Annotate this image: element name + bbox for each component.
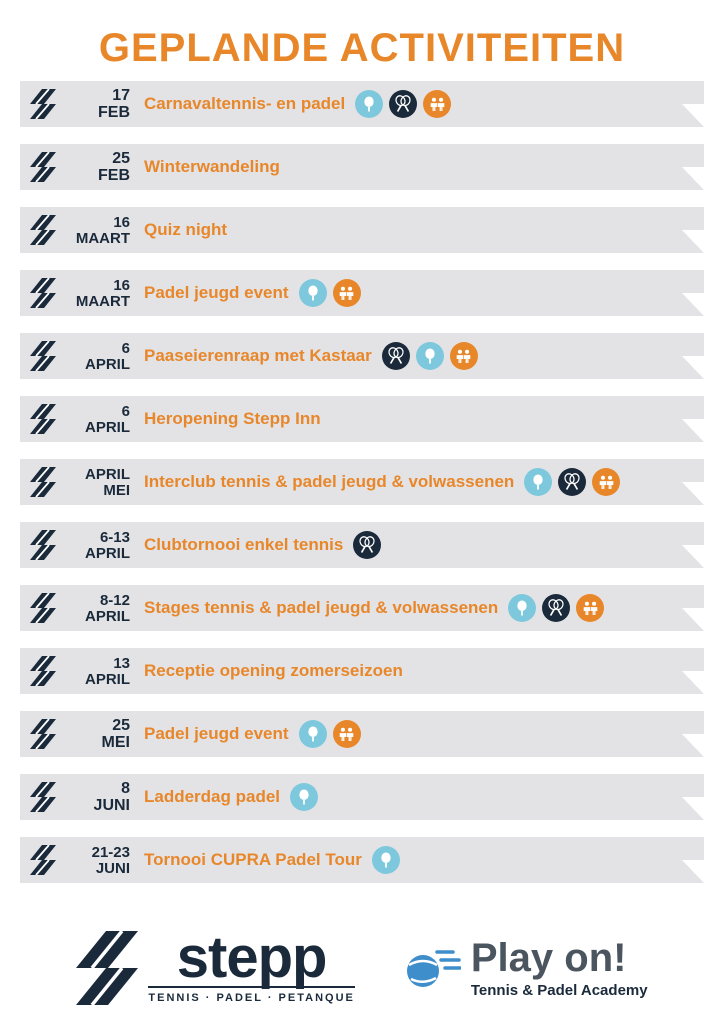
event-row bbox=[20, 333, 702, 379]
padel-racket-icon bbox=[524, 468, 552, 496]
event-icons bbox=[382, 342, 478, 370]
event-date-day: 8 bbox=[121, 779, 130, 797]
youth-icon bbox=[423, 90, 451, 118]
event-date bbox=[58, 845, 130, 876]
event-row bbox=[20, 144, 702, 190]
event-label: Heropening Stepp Inn bbox=[144, 409, 321, 428]
event-label: Winterwandeling bbox=[144, 157, 280, 176]
stepp-slash-icon bbox=[30, 89, 56, 119]
event-date-month: FEB bbox=[98, 103, 130, 121]
event-row-content bbox=[20, 270, 702, 316]
event-row-content bbox=[20, 585, 702, 631]
events-list bbox=[0, 81, 724, 883]
event-icons bbox=[372, 846, 400, 874]
event-date-day: 16 bbox=[113, 213, 130, 231]
event-label: Interclub tennis & padel jeugd & volwassenen bbox=[144, 472, 515, 491]
playon-name: Play on! bbox=[470, 935, 627, 980]
playon-logo bbox=[403, 935, 648, 999]
event-date-day: 6 bbox=[121, 402, 130, 420]
event-date bbox=[58, 151, 130, 184]
event-date bbox=[58, 88, 130, 121]
page-title: GEPLANDE ACTIVITEITEN bbox=[98, 26, 626, 70]
event-row-content bbox=[20, 333, 702, 379]
event-date-month: FEB bbox=[98, 166, 130, 184]
event-row bbox=[20, 81, 702, 127]
event-date-day: 8-12 bbox=[99, 591, 130, 609]
tennis-racket-icon bbox=[558, 468, 586, 496]
playon-wordmark bbox=[470, 935, 648, 999]
event-date-day: 17 bbox=[112, 86, 130, 104]
event-date bbox=[58, 530, 130, 561]
event-date-month: MEI bbox=[103, 481, 130, 499]
event-icons bbox=[353, 531, 381, 559]
event-row-content bbox=[20, 774, 702, 820]
stepp-slash-icon bbox=[30, 656, 56, 686]
tennis-racket-icon bbox=[353, 531, 381, 559]
event-date bbox=[58, 718, 130, 751]
stepp-slash-icon bbox=[30, 467, 56, 497]
playon-ball-icon bbox=[403, 943, 461, 993]
event-row-content bbox=[20, 81, 702, 127]
stepp-tagline: TENNIS · PADEL · PETANQUE bbox=[148, 986, 354, 1004]
padel-racket-icon bbox=[416, 342, 444, 370]
event-row-content bbox=[20, 837, 702, 883]
tennis-racket-icon bbox=[542, 594, 570, 622]
tennis-racket-icon bbox=[382, 342, 410, 370]
event-row bbox=[20, 270, 702, 316]
event-label: Receptie opening zomerseizoen bbox=[144, 661, 403, 680]
event-row bbox=[20, 522, 702, 568]
event-date-month: MAART bbox=[75, 229, 130, 247]
event-label: Paaseierenraap met Kastaar bbox=[144, 346, 372, 365]
stepp-slash-icon bbox=[30, 593, 56, 623]
event-date-day: 16 bbox=[113, 276, 130, 294]
event-date-month: JUNI bbox=[93, 796, 130, 814]
stepp-slash-icon bbox=[30, 404, 56, 434]
event-label: Padel jeugd event bbox=[144, 724, 289, 743]
event-label: Ladderdag padel bbox=[144, 787, 281, 806]
event-row bbox=[20, 837, 702, 883]
youth-icon bbox=[333, 279, 361, 307]
padel-racket-icon bbox=[299, 720, 327, 748]
stepp-slash-icon bbox=[30, 782, 56, 812]
event-row bbox=[20, 648, 702, 694]
event-date bbox=[58, 404, 130, 435]
event-label: Stages tennis & padel jeugd & volwassenen bbox=[144, 598, 499, 617]
event-icons bbox=[290, 783, 318, 811]
stepp-wordmark bbox=[148, 924, 355, 1005]
event-date bbox=[58, 215, 130, 246]
event-date bbox=[58, 341, 130, 372]
event-icons bbox=[508, 594, 604, 622]
stepp-name: stepp bbox=[176, 924, 327, 990]
youth-icon bbox=[592, 468, 620, 496]
event-row bbox=[20, 207, 702, 253]
event-label: Tornooi CUPRA Padel Tour bbox=[144, 850, 362, 869]
event-date bbox=[58, 781, 130, 814]
event-label: Clubtornooi enkel tennis bbox=[144, 535, 344, 554]
event-date bbox=[58, 278, 130, 309]
event-label: Quiz night bbox=[144, 220, 228, 239]
stepp-slash-icon bbox=[30, 845, 56, 875]
event-date-day: 25 bbox=[112, 149, 130, 167]
event-row bbox=[20, 774, 702, 820]
padel-racket-icon bbox=[372, 846, 400, 874]
event-row-content bbox=[20, 396, 702, 442]
stepp-slash-icon bbox=[30, 278, 56, 308]
event-date bbox=[58, 656, 130, 687]
event-icons bbox=[524, 468, 620, 496]
stepp-logo bbox=[76, 924, 355, 1005]
stepp-slash-icon bbox=[30, 719, 56, 749]
event-row bbox=[20, 459, 702, 505]
event-row-content bbox=[20, 207, 702, 253]
event-date bbox=[58, 467, 130, 498]
padel-racket-icon bbox=[508, 594, 536, 622]
event-date-month: APRIL bbox=[85, 544, 130, 562]
event-row-content bbox=[20, 144, 702, 190]
event-icons bbox=[299, 720, 361, 748]
event-row bbox=[20, 585, 702, 631]
event-label: Padel jeugd event bbox=[144, 283, 289, 302]
youth-icon bbox=[450, 342, 478, 370]
youth-icon bbox=[576, 594, 604, 622]
event-row bbox=[20, 396, 702, 442]
footer-logos bbox=[0, 912, 724, 1024]
padel-racket-icon bbox=[290, 783, 318, 811]
playon-tagline: Tennis & Padel Academy bbox=[470, 981, 648, 999]
stepp-slash-icon bbox=[30, 152, 56, 182]
event-date-day: 21-23 bbox=[91, 843, 130, 861]
stepp-slash-icon bbox=[30, 530, 56, 560]
event-date-month: MEI bbox=[101, 733, 130, 751]
event-row-content bbox=[20, 459, 702, 505]
event-date-day: 13 bbox=[113, 654, 130, 672]
padel-racket-icon bbox=[355, 90, 383, 118]
event-icons bbox=[355, 90, 451, 118]
padel-racket-icon bbox=[299, 279, 327, 307]
stepp-slash-icon bbox=[30, 341, 56, 371]
event-row-content bbox=[20, 648, 702, 694]
event-row bbox=[20, 711, 702, 757]
event-date-month: APRIL bbox=[85, 355, 130, 373]
event-date-month: APRIL bbox=[85, 607, 130, 625]
event-date-day: 6-13 bbox=[99, 528, 130, 546]
event-date-month: APRIL bbox=[85, 418, 130, 436]
event-date-month: APRIL bbox=[85, 670, 130, 688]
tennis-racket-icon bbox=[389, 90, 417, 118]
event-date-month: MAART bbox=[75, 292, 130, 310]
event-date-month: JUNI bbox=[95, 859, 130, 877]
event-date-day: APRIL bbox=[85, 465, 130, 483]
youth-icon bbox=[333, 720, 361, 748]
event-date-day: 25 bbox=[112, 716, 130, 734]
stepp-slash-logo-icon bbox=[76, 931, 138, 1005]
event-row-content bbox=[20, 711, 702, 757]
event-label: Carnavaltennis- en padel bbox=[144, 94, 346, 113]
stepp-slash-icon bbox=[30, 215, 56, 245]
event-icons bbox=[299, 279, 361, 307]
event-date-day: 6 bbox=[121, 339, 130, 357]
event-date bbox=[58, 593, 130, 624]
event-row-content bbox=[20, 522, 702, 568]
